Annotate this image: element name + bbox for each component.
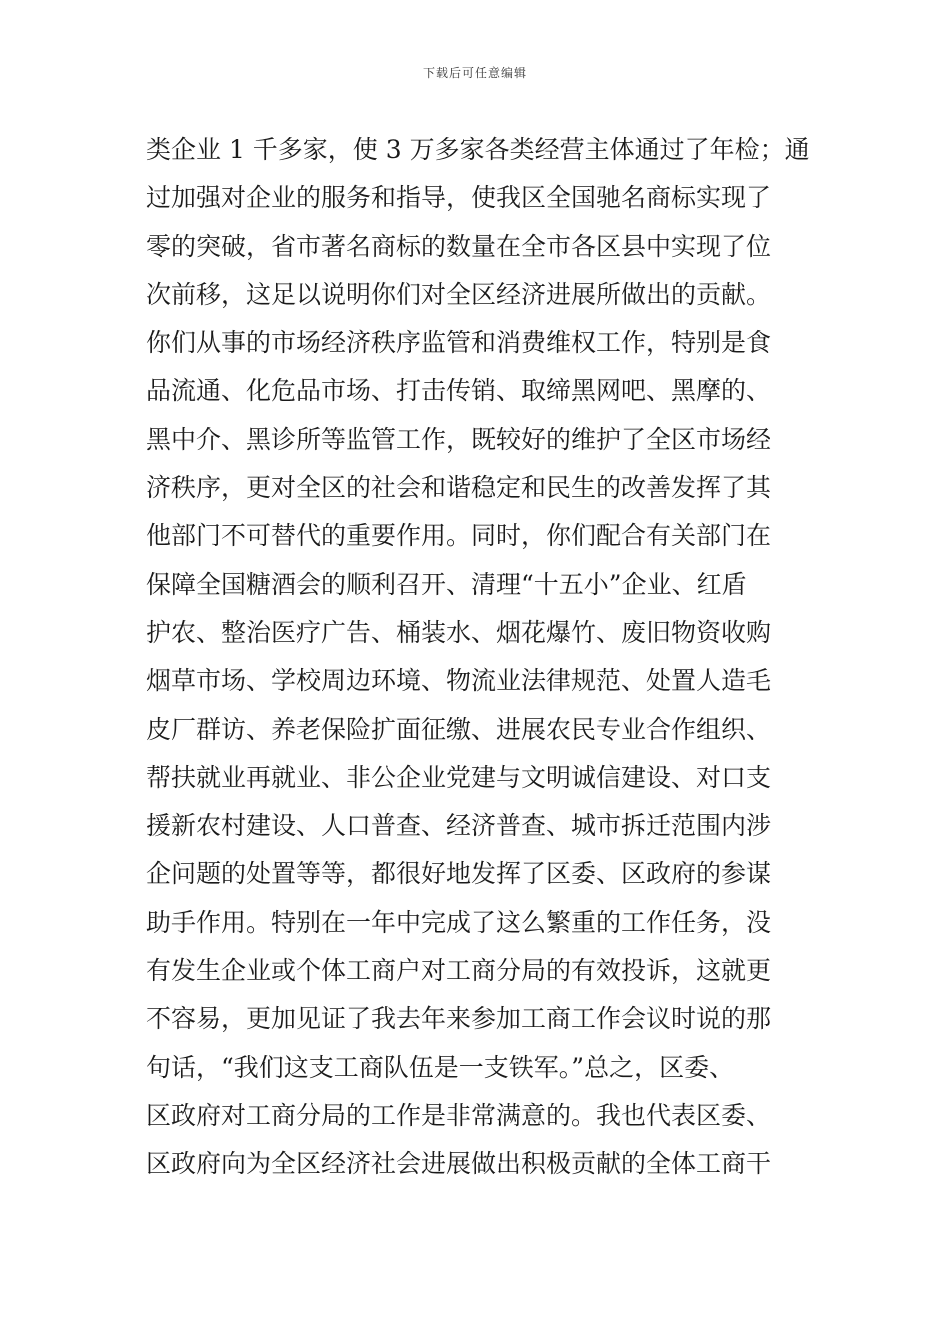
text-line: 次前移，这足以说明你们对全区经济进展所做出的贡献。 [146, 279, 772, 309]
text-line: 济秩序，更对全区的社会和谐稳定和民生的改善发挥了其 [146, 473, 772, 503]
text-line: 企问题的处置等等，都很好地发挥了区委、区政府的参谋 [146, 859, 772, 889]
body-text [146, 126, 816, 1189]
text-line: 烟草市场、学校周边环境、物流业法律规范、处置人造毛 [146, 666, 772, 696]
text-line: 他部门不可替代的重要作用。同时，你们配合有关部门在 [146, 521, 772, 551]
text-line: 黑中介、黑诊所等监管工作，既较好的维护了全区市场经 [146, 424, 772, 454]
text-line: 护农、整治医疗广告、桶装水、烟花爆竹、废旧物资收购 [146, 617, 772, 647]
text-line: 你们从事的市场经济秩序监管和消费维权工作，特别是食 [146, 328, 772, 358]
text-line: 助手作用。特别在一年中完成了这么繁重的工作任务，没 [146, 907, 772, 937]
text-line: 区政府对工商分局的工作是非常满意的。我也代表区委、 [146, 1100, 772, 1130]
text-line: 区政府向为全区经济社会进展做出积极贡献的全体工商干 [146, 1149, 772, 1179]
text-line: 过加强对企业的服务和指导，使我区全国驰名商标实现了 [146, 183, 772, 213]
text-line: 句话，“我们这支工商队伍是一支铁军。”总之，区委、 [146, 1052, 735, 1082]
text-line: 不容易，更加见证了我去年来参加工商工作会议时说的那 [146, 1004, 772, 1034]
text-line: 零的突破，省市著名商标的数量在全市各区县中实现了位 [146, 231, 772, 261]
text-line: 保障全国糖酒会的顺利召开、清理“十五小”企业、红盾 [146, 569, 747, 599]
text-line: 品流通、化危品市场、打击传销、取缔黑网吧、黑摩的、 [146, 376, 772, 406]
page-header: 下载后可任意编辑 [422, 66, 527, 80]
text-line: 有发生企业或个体工商户对工商分局的有效投诉，这就更 [146, 956, 772, 986]
text-line: 皮厂群访、养老保险扩面征缴、进展农民专业合作组织、 [146, 714, 772, 744]
text-line: 类企业 1 千多家，使 3 万多家各类经营主体通过了年检；通 [146, 135, 810, 164]
text-line: 帮扶就业再就业、非公企业党建与文明诚信建设、对口支 [146, 762, 772, 792]
text-line: 援新农村建设、人口普查、经济普查、城市拆迁范围内涉 [146, 811, 772, 841]
